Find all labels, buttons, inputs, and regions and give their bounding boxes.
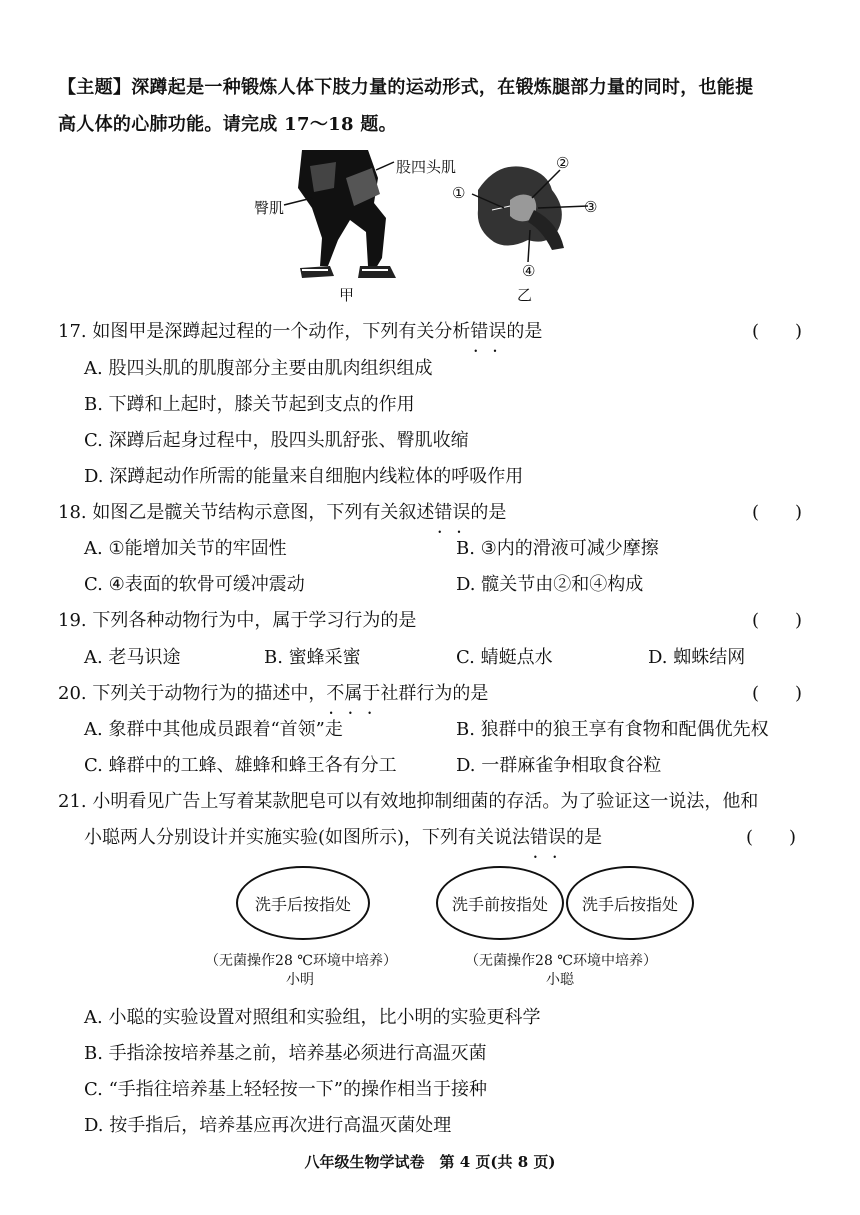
q19-answer-blank: ( ) (752, 610, 803, 631)
q21-emphasis: 错误 • • (530, 827, 566, 848)
intro-line-2: 高人体的心肺功能。请完成 17～18 题。 (58, 114, 397, 135)
q18-emphasis: 错误 • • (434, 502, 470, 523)
q20-stem: 20. 下列关于动物行为的描述中，不属于 • • •社群行为的是 (58, 679, 488, 705)
q17-option-b: B. 下蹲和上起时，膝关节起到支点的作用 (84, 394, 415, 415)
label-jia: 甲 (339, 286, 355, 304)
marker-2: ② (556, 154, 570, 172)
squat-figure (250, 148, 420, 303)
q20-option-b: B. 狼群中的狼王享有食物和配偶优先权 (456, 719, 769, 740)
q19-option-b: B. 蜜蜂采蜜 (264, 647, 361, 668)
q17-answer-blank: ( ) (752, 321, 803, 342)
q17-option-d: D. 深蹲起动作所需的能量来自细胞内线粒体的呼吸作用 (84, 466, 524, 487)
q17-option-a: A. 股四头肌的肌腹部分主要由肌肉组织组成 (84, 358, 433, 379)
q18-option-b: B. ③内的滑液可减少摩擦 (456, 538, 659, 559)
q18-option-a: A. ①能增加关节的牢固性 (84, 538, 287, 559)
q17-stem: 17. 如图甲是深蹲起过程的一个动作，下列有关分析错误 • •的是 (58, 317, 542, 343)
q20-option-c: C. 蜂群中的工蜂、雄蜂和蜂王各有分工 (84, 755, 397, 776)
q18-stem: 18. 如图乙是髋关节结构示意图，下列有关叙述错误 • •的是 (58, 498, 506, 524)
q19-option-c: C. 蜻蜓点水 (456, 647, 553, 668)
petri-dish-xiaocong-before: 洗手前按指处 (436, 866, 564, 940)
q20-option-d: D. 一群麻雀争相取食谷粒 (456, 755, 662, 776)
q21-option-a: A. 小聪的实验设置对照组和实验组，比小明的实验更科学 (84, 1007, 541, 1028)
q20-option-a: A. 象群中其他成员跟着“首领”走 (84, 719, 343, 740)
label-gluteus: 臀肌 (254, 199, 285, 217)
q19-stem: 19. 下列各种动物行为中，属于学习行为的是 (58, 610, 417, 631)
caption-xiaocong: （无菌操作28 ℃环境中培养） (465, 953, 657, 969)
q21-option-b: B. 手指涂按培养基之前，培养基必须进行高温灭菌 (84, 1043, 487, 1064)
intro-line-1: 【主题】深蹲起是一种锻炼人体下肢力量的运动形式，在锻炼腿部力量的同时，也能提 (58, 77, 754, 98)
q19-option-a: A. 老马识途 (84, 647, 181, 668)
petri-dish-xiaoming: 洗手后按指处 (236, 866, 370, 940)
page-footer: 八年级生物学试卷 第 4 页(共 8 页) (304, 1153, 556, 1171)
q21-stem-line-1: 21. 小明看见广告上写着某款肥皂可以有效地抑制细菌的存活。为了验证这一说法，他和 (58, 791, 759, 812)
petri-dish-xiaocong-after: 洗手后按指处 (566, 866, 694, 940)
q18-option-c: C. ④表面的软骨可缓冲震动 (84, 574, 305, 595)
q21-option-d: D. 按手指后，培养基应再次进行高温灭菌处理 (84, 1115, 452, 1136)
q19-option-d: D. 蜘蛛结网 (648, 647, 746, 668)
q17-option-c: C. 深蹲后起身过程中，股四头肌舒张、臀肌收缩 (84, 430, 469, 451)
q20-emphasis: 不属于 • • • (326, 683, 380, 704)
q20-answer-blank: ( ) (752, 683, 803, 704)
marker-3: ③ (584, 198, 598, 216)
label-yi: 乙 (517, 286, 533, 304)
q21-answer-blank: ( ) (746, 827, 797, 848)
marker-1: ① (452, 184, 466, 202)
q18-answer-blank: ( ) (752, 502, 803, 523)
label-quadriceps: 股四头肌 (396, 158, 457, 176)
marker-4: ④ (522, 262, 536, 280)
q18-option-d: D. 髋关节由②和④构成 (456, 574, 644, 595)
name-xiaocong: 小聪 (546, 972, 574, 988)
q21-option-c: C. “手指往培养基上轻轻按一下”的操作相当于接种 (84, 1079, 487, 1100)
name-xiaoming: 小明 (286, 972, 314, 988)
q17-emphasis: 错误 • • (470, 321, 506, 342)
q21-stem-line-2: 小聪两人分别设计并实施实验(如图所示)，下列有关说法错误 • •的是 (84, 823, 602, 849)
caption-xiaoming: （无菌操作28 ℃环境中培养） (205, 953, 397, 969)
